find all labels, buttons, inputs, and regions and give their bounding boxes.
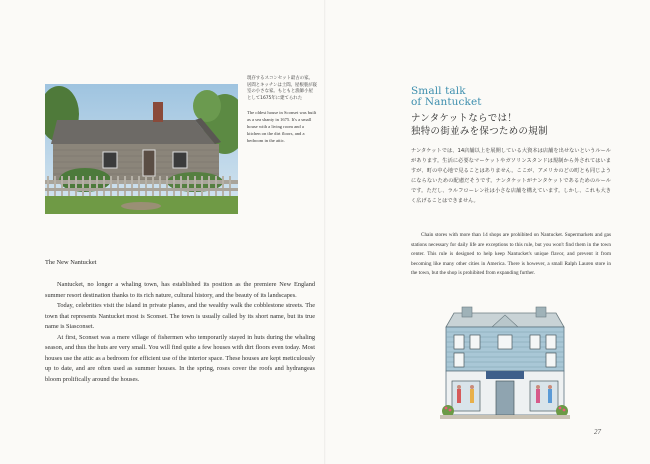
column-title-line1: Small talk bbox=[411, 85, 466, 97]
english-paragraph: Chain stores with more than 14 shops are prohibited on Nantucket. Supermarkets and gas stations necessary for daily life are exceptions to this rule, but you won't find them in the town center. This rule is designed to help keep Nantucket's unique flavor, and prevent it from becoming like many other cities in America. There is however, a small Ralph Lauren store in the town, but the shop is prohibited from expanding further. bbox=[411, 232, 611, 277]
column-heading bbox=[411, 112, 611, 138]
column-title-line2: of Nantucket bbox=[411, 96, 482, 108]
section-title: The New Nantucket bbox=[45, 259, 97, 266]
column-heading-line1: ナンタケットならでは！ bbox=[411, 113, 518, 124]
body-paragraph: Today, celebrities visit the island in private planes, and the wealthy walk the cobblestone streets. The town that represents Nantucket most is Sconset. The town is usually called by its short name, but its true name is Siasconset. bbox=[45, 302, 315, 330]
photo-caption-en: The oldest house in Sconset was built as a sea shanty in 1675. It's a small house with a living room and a kitchen on the dirt floors, and a bedroom in the attic. bbox=[247, 110, 317, 143]
english-body-text bbox=[411, 231, 611, 279]
oldest-house-photo bbox=[45, 84, 238, 214]
japanese-body-text: ナンタケットでは、14店舗以上を展開している大資本は店舗を出せないというルールがあります。生活に必要なマーケットやガソリンスタンドは規制から外されてはいますが、町の中心地で見ることはありません。ここが、アメリカのどの町とも同じようにならないための配慮だそうです。ナンタケットがナンタケットであるためのルールです。ただし、ラルフローレン社は小さな店舗を構えています。しかし、これも大きく広げることはできません。 bbox=[411, 148, 611, 205]
body-paragraph: At first, Sconset was a mere village of fishermen who temporarily stayed in huts during the whaling season, and thus the huts are very small. You will find quite a few houses with dirt floors even today. Most houses use the attic as a bedroom for efficient use of the interior space. These houses are kept meticulously up to date, and are often used as summer houses. In the spring, roses cover the roofs and hydrangeas bloom prolifically around the houses. bbox=[45, 333, 315, 383]
page-number: 27 bbox=[594, 428, 601, 436]
left-body-text bbox=[45, 280, 315, 385]
body-paragraph: Nantucket, no longer a whaling town, has established its position as the premiere New England summer resort destination thanks to its rich nature, cultural history, and the beauty of its landscapes. bbox=[45, 281, 315, 299]
photo-caption bbox=[247, 76, 317, 144]
column-title bbox=[411, 86, 482, 108]
photo-caption-jp: 現存するスコンセット最古の家。居間とキッチンは土間。屋根裏が寝室の小さな家。もともと漁師小屋として1675年に建てられた bbox=[247, 76, 317, 101]
storefront-illustration bbox=[440, 305, 570, 421]
shingled-house-photo-icon bbox=[45, 84, 238, 214]
page-fold bbox=[324, 0, 326, 464]
column-heading-line2: 独特の街並みを保つための規制 bbox=[411, 126, 548, 137]
storefront-illustration-icon bbox=[440, 305, 570, 421]
